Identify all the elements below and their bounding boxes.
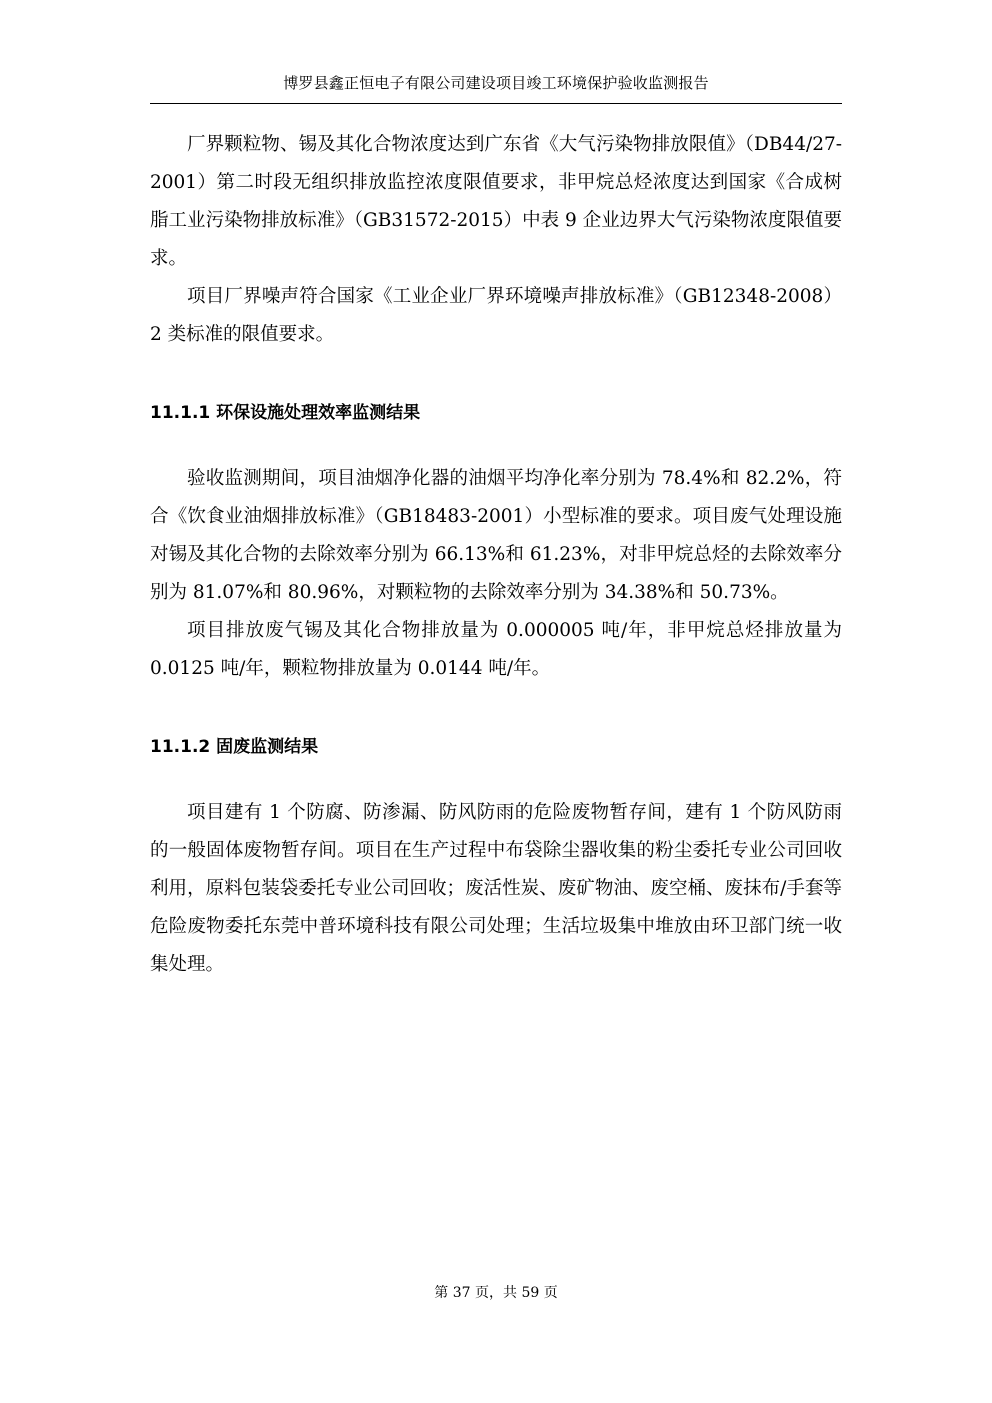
paragraph-emission-amounts: 项目排放废气锡及其化合物排放量为 0.000005 吨/年，非甲烷总烃排放量为 0.0125 吨/年，颗粒物排放量为 0.0144 吨/年。 bbox=[150, 620, 842, 679]
paragraph-treatment-efficiency: 验收监测期间，项目油烟净化器的油烟平均净化率分别为 78.4%和 82.2%，符合《饮食业油烟排放标准》（GB18483-2001）小型标准的要求。项目废气处理设施对锡及其化合物的去除效率分别为 66.13%和 61.23%，对非甲烷总烃的去除效率分别为 81.07%和 80.96%，对颗粒物的去除效率分别为 34.38%和 50.73%。 bbox=[150, 468, 842, 603]
paragraph-solid-waste: 项目建有 1 个防腐、防渗漏、防风防雨的危险废物暂存间，建有 1 个防风防雨的一般固体废物暂存间。项目在生产过程中布袋除尘器收集的粉尘委托专业公司回收利用，原料包装袋委托专业公司回收；废活性炭、废矿物油、废空桶、废抹布/手套等危险废物委托东莞中普环境科技有限公司处理；生活垃圾集中堆放由环卫部门统一收集处理。 bbox=[150, 802, 842, 975]
paragraph-noise: 项目厂界噪声符合国家《工业企业厂界环境噪声排放标准》（GB12348-2008）2 类标准的限值要求。 bbox=[150, 286, 842, 345]
section-heading-solid-waste: 11.1.2 固废监测结果 bbox=[150, 737, 319, 757]
document-body bbox=[150, 126, 842, 984]
header-title: 博罗县鑫正恒电子有限公司建设项目竣工环境保护验收监测报告 bbox=[283, 74, 709, 92]
section-heading-treatment-efficiency: 11.1.1 环保设施处理效率监测结果 bbox=[150, 403, 421, 423]
paragraph-air-emissions: 厂界颗粒物、锡及其化合物浓度达到广东省《大气污染物排放限值》（DB44/27-2001）第二时段无组织排放监控浓度限值要求，非甲烷总烃浓度达到国家《合成树脂工业污染物排放标准》（GB31572-2015）中表 9 企业边界大气污染物浓度限值要求。 bbox=[150, 134, 842, 269]
page-header bbox=[150, 72, 842, 104]
page-footer bbox=[0, 1282, 992, 1302]
page-number: 第 37 页，共 59 页 bbox=[434, 1285, 558, 1301]
